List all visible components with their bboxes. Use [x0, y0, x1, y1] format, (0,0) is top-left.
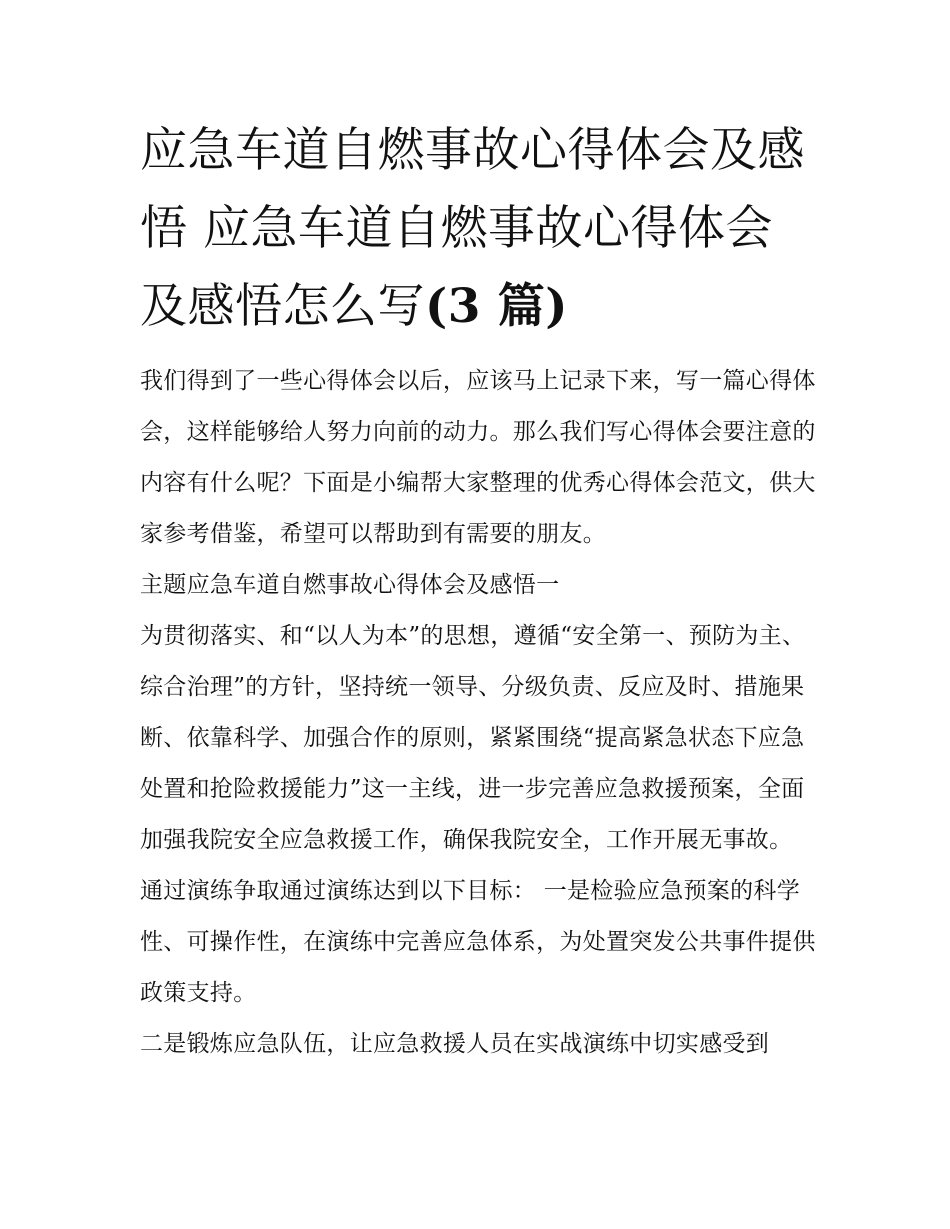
title-suffix-text: (3 篇): [425, 279, 569, 334]
document-body: [140, 356, 820, 1070]
body-paragraph: 为贯彻落实、和“以人为本”的思想，遵循“安全第一、预防为主、综合治理”的方针，坚持统一领导、分级负责、反应及时、措施果断、依靠科学、加强合作的原则，紧紧围绕“提高紧急状态下应急处置和抢险救援能力”这一主线，进一步完善应急救援预案，全面加强我院安全应急救援工作，确保我院安全，工作开展无事故。: [140, 623, 806, 853]
body-paragraph: 二是锻炼应急队伍，让应急救援人员在实战演练中切实感受到: [140, 1031, 770, 1057]
document-title: [140, 112, 820, 346]
title-main-text: 应急车道自燃事故心得体会及感悟 应急车道自燃事故心得体会及感悟怎么写: [140, 123, 805, 334]
section-heading: 主题应急车道自燃事故心得体会及感悟一: [140, 572, 560, 598]
document-page: [140, 112, 820, 1070]
body-paragraph: 通过演练争取通过演练达到以下目标： 一是检验应急预案的科学性、可操作性，在演练中完善应急体系，为处置突发公共事件提供政策支持。: [140, 878, 816, 1006]
intro-paragraph: 我们得到了一些心得体会以后，应该马上记录下来，写一篇心得体会，这样能够给人努力向前的动力。那么我们写心得体会要注意的内容有什么呢？下面是小编帮大家整理的优秀心得体会范文，供大家参考借鉴，希望可以帮助到有需要的朋友。: [140, 368, 816, 547]
